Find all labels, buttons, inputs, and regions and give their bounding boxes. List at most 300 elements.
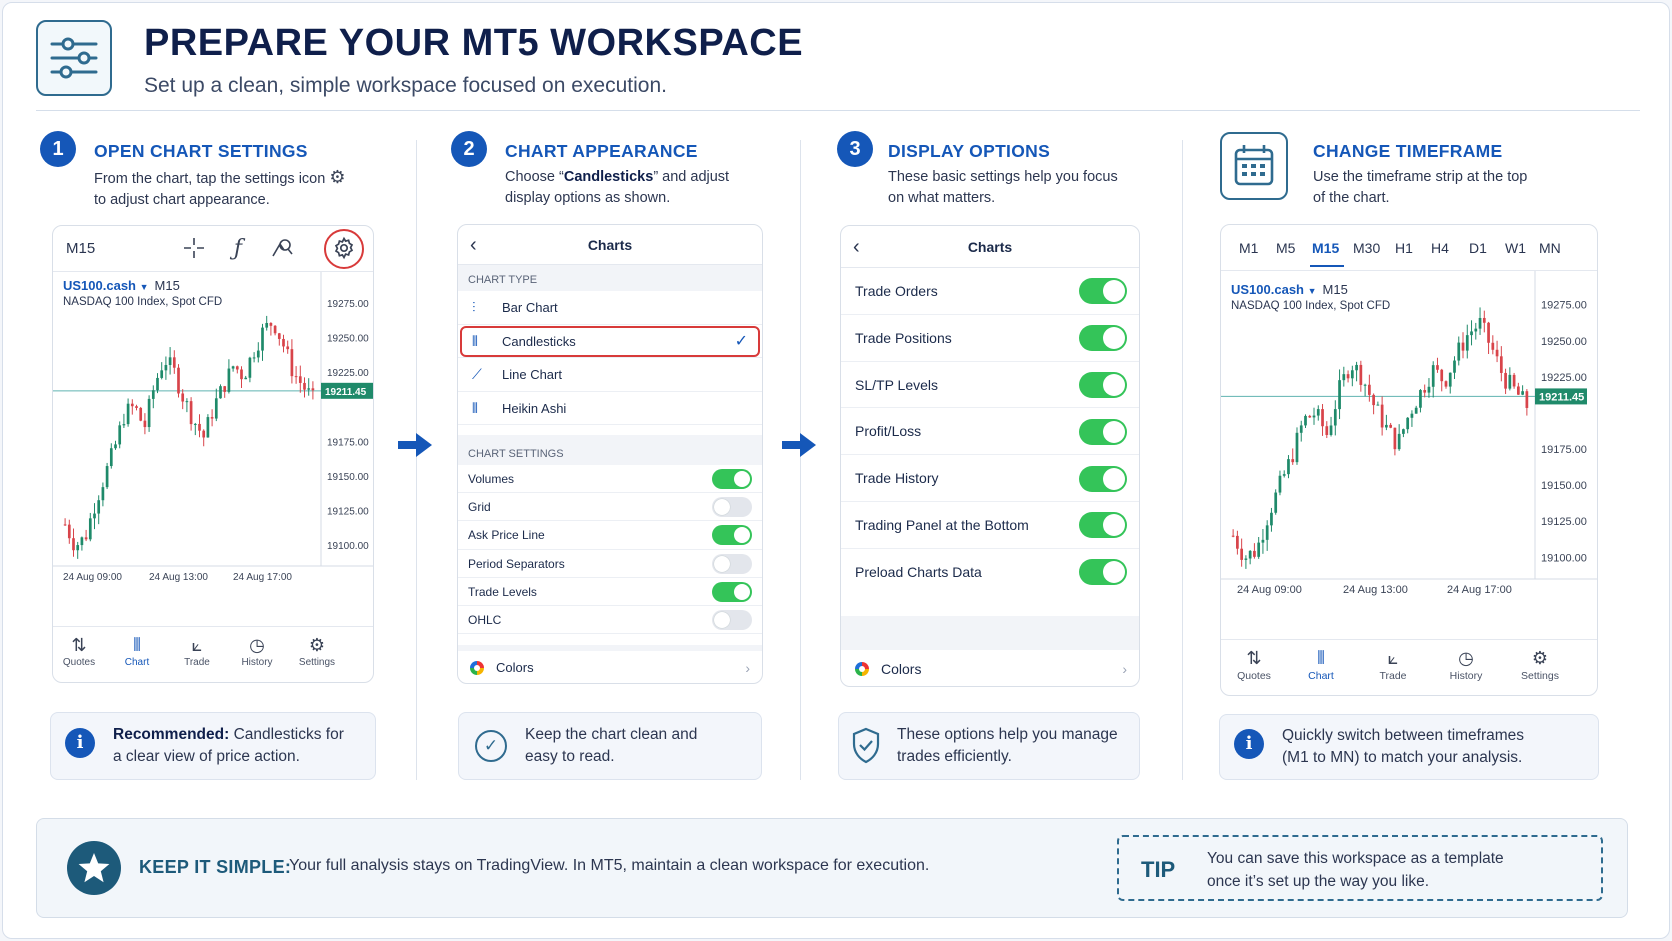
page-subtitle: Set up a clean, simple workspace focused on execution. [144,74,667,97]
candle [228,359,231,393]
candle [215,389,218,421]
display-option-row [841,408,1139,455]
chart-type-label: Candlesticks [502,333,576,349]
price-tick-label: 19225.00 [327,368,369,380]
chart-setting-row [458,521,762,549]
toggle-switch[interactable] [1079,419,1127,445]
tip-box-manage [838,712,1140,780]
price-chart[interactable] [53,272,374,628]
candle [1457,336,1460,365]
display-option-row [841,502,1139,549]
timeframe-m5[interactable]: M5 [1276,240,1296,256]
step-description: From the chart, tap the settings icon ⚙ to adjust chart appearance. [94,167,346,208]
candle [1504,369,1507,394]
candle [144,413,147,434]
info-icon: i [65,728,95,758]
chart-toolbar [53,226,373,272]
candle [198,414,201,437]
timeframe-m15[interactable]: M15 [1312,240,1340,256]
time-tick-label: 24 Aug 13:00 [149,572,208,583]
price-tick-label: 19175.00 [1541,444,1587,457]
display-option-row [841,362,1139,409]
option-label: Trade Positions [855,329,952,346]
candle [1402,429,1405,438]
candle [244,376,247,379]
timeframe-mn[interactable]: MN [1539,240,1561,256]
colors-wheel-icon [855,662,869,676]
candle [1287,455,1290,478]
settings-icon: ⚙ [308,635,326,655]
candle [97,495,100,524]
tip-text: Keep the chart clean and easy to read. [525,726,698,765]
calendar-icon [1220,132,1288,200]
screen-title: ‹ Charts [841,226,1139,268]
candle [1389,423,1392,428]
candle [1253,543,1256,559]
gear-icon: ⚙ [329,167,346,187]
column-divider [1182,140,1183,780]
quotes-icon: ⇅ [71,635,87,655]
colors-row[interactable]: Colors › [841,650,1139,687]
candle [219,384,222,398]
candle [93,503,96,529]
chart-setting-row [458,606,762,634]
toggle-switch[interactable] [1079,278,1127,304]
heikin-ashi-icon: ⫴ [472,399,478,416]
candle [1436,358,1439,373]
screen-title: ‹ Charts [458,225,762,265]
candle [1355,362,1358,381]
shield-check-icon [851,727,881,770]
arrow-right-icon [398,432,432,458]
candle [123,414,126,428]
candle [1283,470,1286,477]
setting-label: Grid [468,500,491,515]
toggle-switch[interactable] [712,610,752,630]
chart-setting-row [458,550,762,578]
candle [1496,341,1499,362]
candle [114,441,117,450]
nav-label: History [1449,670,1483,682]
candle [1291,448,1294,464]
candle [295,366,298,384]
candle [303,377,306,397]
charts-settings-screen [457,224,763,684]
candle [89,513,92,541]
chart-type-row[interactable] [458,358,762,392]
nav-label: Chart [124,657,150,668]
candle [160,362,163,379]
candle [270,322,273,335]
chart-setting-row [458,465,762,493]
option-label: Trade Orders [855,283,938,299]
step-number: 2 [451,131,487,167]
display-options-screen [840,225,1140,687]
candle [240,366,243,388]
candle [177,364,180,397]
candle [202,429,205,446]
current-price-label: 19211.45 [325,386,367,398]
nav-label: Quotes [1237,670,1271,682]
nav-settings[interactable] [1510,646,1570,682]
nav-settings[interactable] [287,633,347,668]
mt5-chart-screen-timeframes [1220,224,1598,696]
setting-label: Trade Levels [468,584,537,599]
nav-label: Settings [298,657,336,668]
symbol-name[interactable]: US100.cash ▼ M15 [1231,282,1348,297]
nav-trade[interactable] [167,633,227,668]
candle [1526,389,1529,415]
candle [211,409,214,426]
candle [1266,520,1269,551]
candle [1296,427,1299,465]
price-tick-label: 19175.00 [327,437,369,449]
candle [152,385,155,408]
candle [1381,396,1384,435]
timeframe-h1[interactable]: H1 [1395,240,1413,256]
price-tick-label: 19225.00 [1541,371,1587,384]
settings-icon: ⚙ [1531,648,1549,668]
candle [64,518,67,526]
timeframe-d1[interactable]: D1 [1469,240,1487,256]
timeframe-info-box [1219,714,1599,780]
nav-label: Settings [1521,670,1559,682]
candle [282,335,285,353]
candle [1249,550,1252,564]
toggle-switch[interactable] [712,582,752,602]
price-tick-label: 19250.00 [1541,335,1587,348]
candle [1364,384,1367,397]
step-title: OPEN CHART SETTINGS [94,141,308,161]
toggle-switch[interactable] [1079,325,1127,351]
candle [1500,346,1503,381]
candle [274,325,277,335]
candle [1232,529,1235,537]
chart-icon: ⫴ [133,635,141,655]
candle [1419,389,1422,412]
symbol-name[interactable]: US100.cash ▼ M15 [63,278,180,293]
candle [1368,375,1371,402]
candle [1398,424,1401,451]
keep-it-simple-banner [36,818,1628,918]
candle [1245,555,1248,569]
display-option-row [841,315,1139,362]
time-tick-label: 24 Aug 13:00 [1343,584,1408,596]
candle [1483,311,1486,333]
step-description: Choose “Candlesticks” and adjust display options as shown. [505,169,730,206]
candle [76,542,79,559]
chart-type-row[interactable] [458,392,762,426]
toggle-switch[interactable] [1079,372,1127,398]
price-tick-label: 19125.00 [327,506,369,518]
nav-label: Trade [1379,670,1407,682]
option-label: SL/TP Levels [855,376,939,393]
toggle-switch[interactable] [712,554,752,574]
tip-box-clean [458,712,762,780]
candle [1236,531,1239,555]
check-circle-icon: ✓ [475,730,507,762]
price-tick-label: 19100.00 [1541,552,1587,565]
timeframe-button[interactable]: M15 [66,240,96,257]
candle [1474,323,1477,340]
recommendation-box [50,712,376,780]
candle [72,528,75,556]
candle [232,366,235,372]
time-tick-label: 24 Aug 17:00 [233,572,292,583]
candle [1325,421,1328,438]
option-label: Preload Charts Data [855,563,982,580]
timeframe-h4[interactable]: H4 [1431,240,1449,256]
banner-label: KEEP IT SIMPLE: [139,857,292,877]
candle [1334,400,1337,435]
candle [106,463,109,489]
nav-trade[interactable] [1363,646,1423,682]
history-icon: ◷ [1458,648,1474,668]
candle [1338,369,1341,419]
chevron-right-icon: › [1122,661,1127,677]
candle [291,339,294,383]
candle [1423,385,1426,398]
indicators-icon[interactable]: ƒ [233,236,243,261]
candle [1466,325,1469,359]
candle [1445,380,1448,388]
candle [169,347,172,374]
toggle-switch[interactable] [1079,559,1127,585]
timeframe-m30[interactable]: M30 [1353,240,1381,256]
candle [1313,408,1316,425]
candle [173,350,176,374]
nav-history[interactable] [227,633,287,668]
step-description: These basic settings help you focus on what matters. [888,169,1118,206]
candle [1317,405,1320,420]
column-divider [800,140,801,780]
candle [127,398,130,426]
candle [1479,307,1482,335]
step-number: 3 [837,131,873,167]
candle [307,378,310,396]
symbol-description: NASDAQ 100 Index, Spot CFD [63,296,223,308]
candle [118,421,121,448]
candle [1491,335,1494,354]
bar-chart-icon: ⫶ [472,299,476,315]
nav-quotes[interactable] [52,633,109,668]
step-description: Use the timeframe strip at the top of the chart. [1313,169,1528,206]
nav-quotes[interactable] [1224,646,1284,682]
chart-type-row[interactable] [458,291,762,325]
selected-highlight [460,326,760,358]
option-label: Trade History [855,470,939,487]
nav-label: Quotes [62,657,96,668]
candle [165,357,168,380]
candle [1308,415,1311,418]
candle [299,366,302,393]
candle [1440,369,1443,391]
tip-text: These options help you manage trades efficiently. [897,726,1118,765]
candle [1487,322,1490,354]
candle [1453,356,1456,379]
candle [110,443,113,468]
page-title: PREPARE YOUR MT5 WORKSPACE [144,22,804,64]
nav-label: Trade [184,657,210,668]
chart-type-label: Line Chart [502,367,562,382]
tip-box [1117,835,1603,901]
nav-label: Chart [1308,670,1334,682]
bottom-navigation [1221,639,1597,695]
candle [253,352,256,362]
arrow-right-icon [782,432,816,458]
timeframe-strip [1221,225,1597,271]
option-label: Profit/Loss [855,423,922,440]
candle [1411,410,1414,427]
info-icon: i [1234,729,1264,759]
candle [278,333,281,346]
candle [1513,373,1516,389]
column-divider [416,140,417,780]
candle [1300,421,1303,442]
setting-label: Volumes [468,472,515,486]
line-chart-icon: ⟋ [472,366,482,382]
history-icon: ◷ [249,635,265,655]
candle [194,423,197,435]
settings-gear-icon[interactable] [331,236,357,262]
candle [1449,372,1452,393]
candle [131,399,134,414]
banner-text: Your full analysis stays on TradingView. In MT5, maintain a clean workspace for execution. [289,857,930,874]
setting-label: OHLC [468,613,502,627]
tip-text: You can save this workspace as a template once it’s set up the way you like. [1207,850,1504,890]
chart-type-label: Bar Chart [502,300,558,315]
mt5-chart-screen [52,225,374,683]
candle [1415,406,1418,414]
candle [1257,537,1260,559]
candle [1274,489,1277,514]
timeframe-w1[interactable]: W1 [1505,240,1526,256]
candle [1351,366,1354,387]
candle [85,530,88,541]
toggle-switch[interactable] [1079,466,1127,492]
colors-row[interactable]: Colors › [458,651,762,684]
candle [156,373,159,393]
chart-icon: ⫴ [1317,648,1325,668]
nav-chart[interactable] [1291,646,1351,682]
time-tick-label: 24 Aug 09:00 [63,572,122,583]
candle [249,357,252,382]
candle [1347,370,1350,382]
nav-history[interactable] [1436,646,1496,682]
step-number: 1 [40,131,76,167]
chart-setting-row [458,578,762,606]
candle [207,414,210,438]
symbol-description: NASDAQ 100 Index, Spot CFD [1231,300,1391,312]
candle [1321,404,1324,436]
timeframe-info-text: Quickly switch between timeframes (M1 to MN) to match your analysis. [1282,727,1525,766]
price-tick-label: 19275.00 [1541,299,1587,312]
candle [81,537,84,551]
candle [135,405,138,411]
candle [186,398,189,412]
candle [261,324,264,361]
header-divider [36,110,1640,111]
candle [1428,378,1431,398]
candle [1270,508,1273,532]
candle [1262,529,1265,554]
chart-type-row[interactable] [458,325,762,359]
price-tick-label: 19150.00 [327,471,369,483]
trade-icon: ⟀ [1387,648,1399,668]
price-tick-label: 19150.00 [1541,480,1587,493]
candle [1304,414,1307,428]
candle [1521,385,1524,395]
candle [1342,367,1345,387]
back-chevron-icon[interactable]: ‹ [853,236,860,258]
price-chart[interactable] [1221,271,1598,641]
display-option-row [841,268,1139,315]
candle [1394,427,1397,455]
price-tick-label: 19125.00 [1541,516,1587,529]
display-option-row [841,549,1139,596]
time-tick-label: 24 Aug 09:00 [1237,584,1302,596]
price-tick-label: 19100.00 [327,541,369,553]
objects-icon[interactable] [269,236,295,262]
trade-icon: ⟀ [191,635,203,655]
group-spacer [841,616,1139,650]
chevron-right-icon: › [745,660,750,676]
tip-label: TIP [1141,857,1176,882]
candle [148,395,151,432]
setting-label: Period Separators [468,556,565,571]
bottom-navigation [53,626,373,682]
back-chevron-icon[interactable]: ‹ [470,234,477,256]
toggle-switch[interactable] [712,497,752,517]
candle [181,389,184,409]
candle [286,341,289,354]
toggle-switch[interactable] [712,469,752,489]
chart-setting-row [458,493,762,521]
candle [102,482,105,506]
active-timeframe-underline [1310,265,1344,267]
candle [1377,402,1380,406]
checkmark-icon: ✓ [734,332,748,350]
sliders-icon [36,20,112,96]
candle [139,407,142,421]
toggle-switch[interactable] [1079,512,1127,538]
crosshair-icon[interactable] [181,236,207,262]
option-label: Trading Panel at the Bottom [855,517,1029,533]
timeframe-m1[interactable]: M1 [1239,240,1259,256]
colors-wheel-icon [470,661,484,675]
candle [1385,415,1388,430]
nav-chart[interactable] [107,633,167,668]
time-tick-label: 24 Aug 17:00 [1447,584,1512,596]
candle [1406,417,1409,433]
candle [223,386,226,398]
price-tick-label: 19250.00 [327,333,369,345]
candle [265,316,268,331]
candle [1462,332,1465,358]
chart-type-label: Heikin Ashi [502,400,567,416]
candlesticks-icon: ⫴ [472,332,478,349]
candle [1279,471,1282,496]
candle [1517,383,1520,395]
step-title: CHART APPEARANCE [505,141,698,161]
display-option-row [841,455,1139,502]
candle [257,342,260,362]
toggle-switch[interactable] [712,525,752,545]
step-title: CHANGE TIMEFRAME [1313,141,1503,161]
candle [1240,539,1243,567]
candle [190,397,193,430]
candle [1359,361,1362,392]
